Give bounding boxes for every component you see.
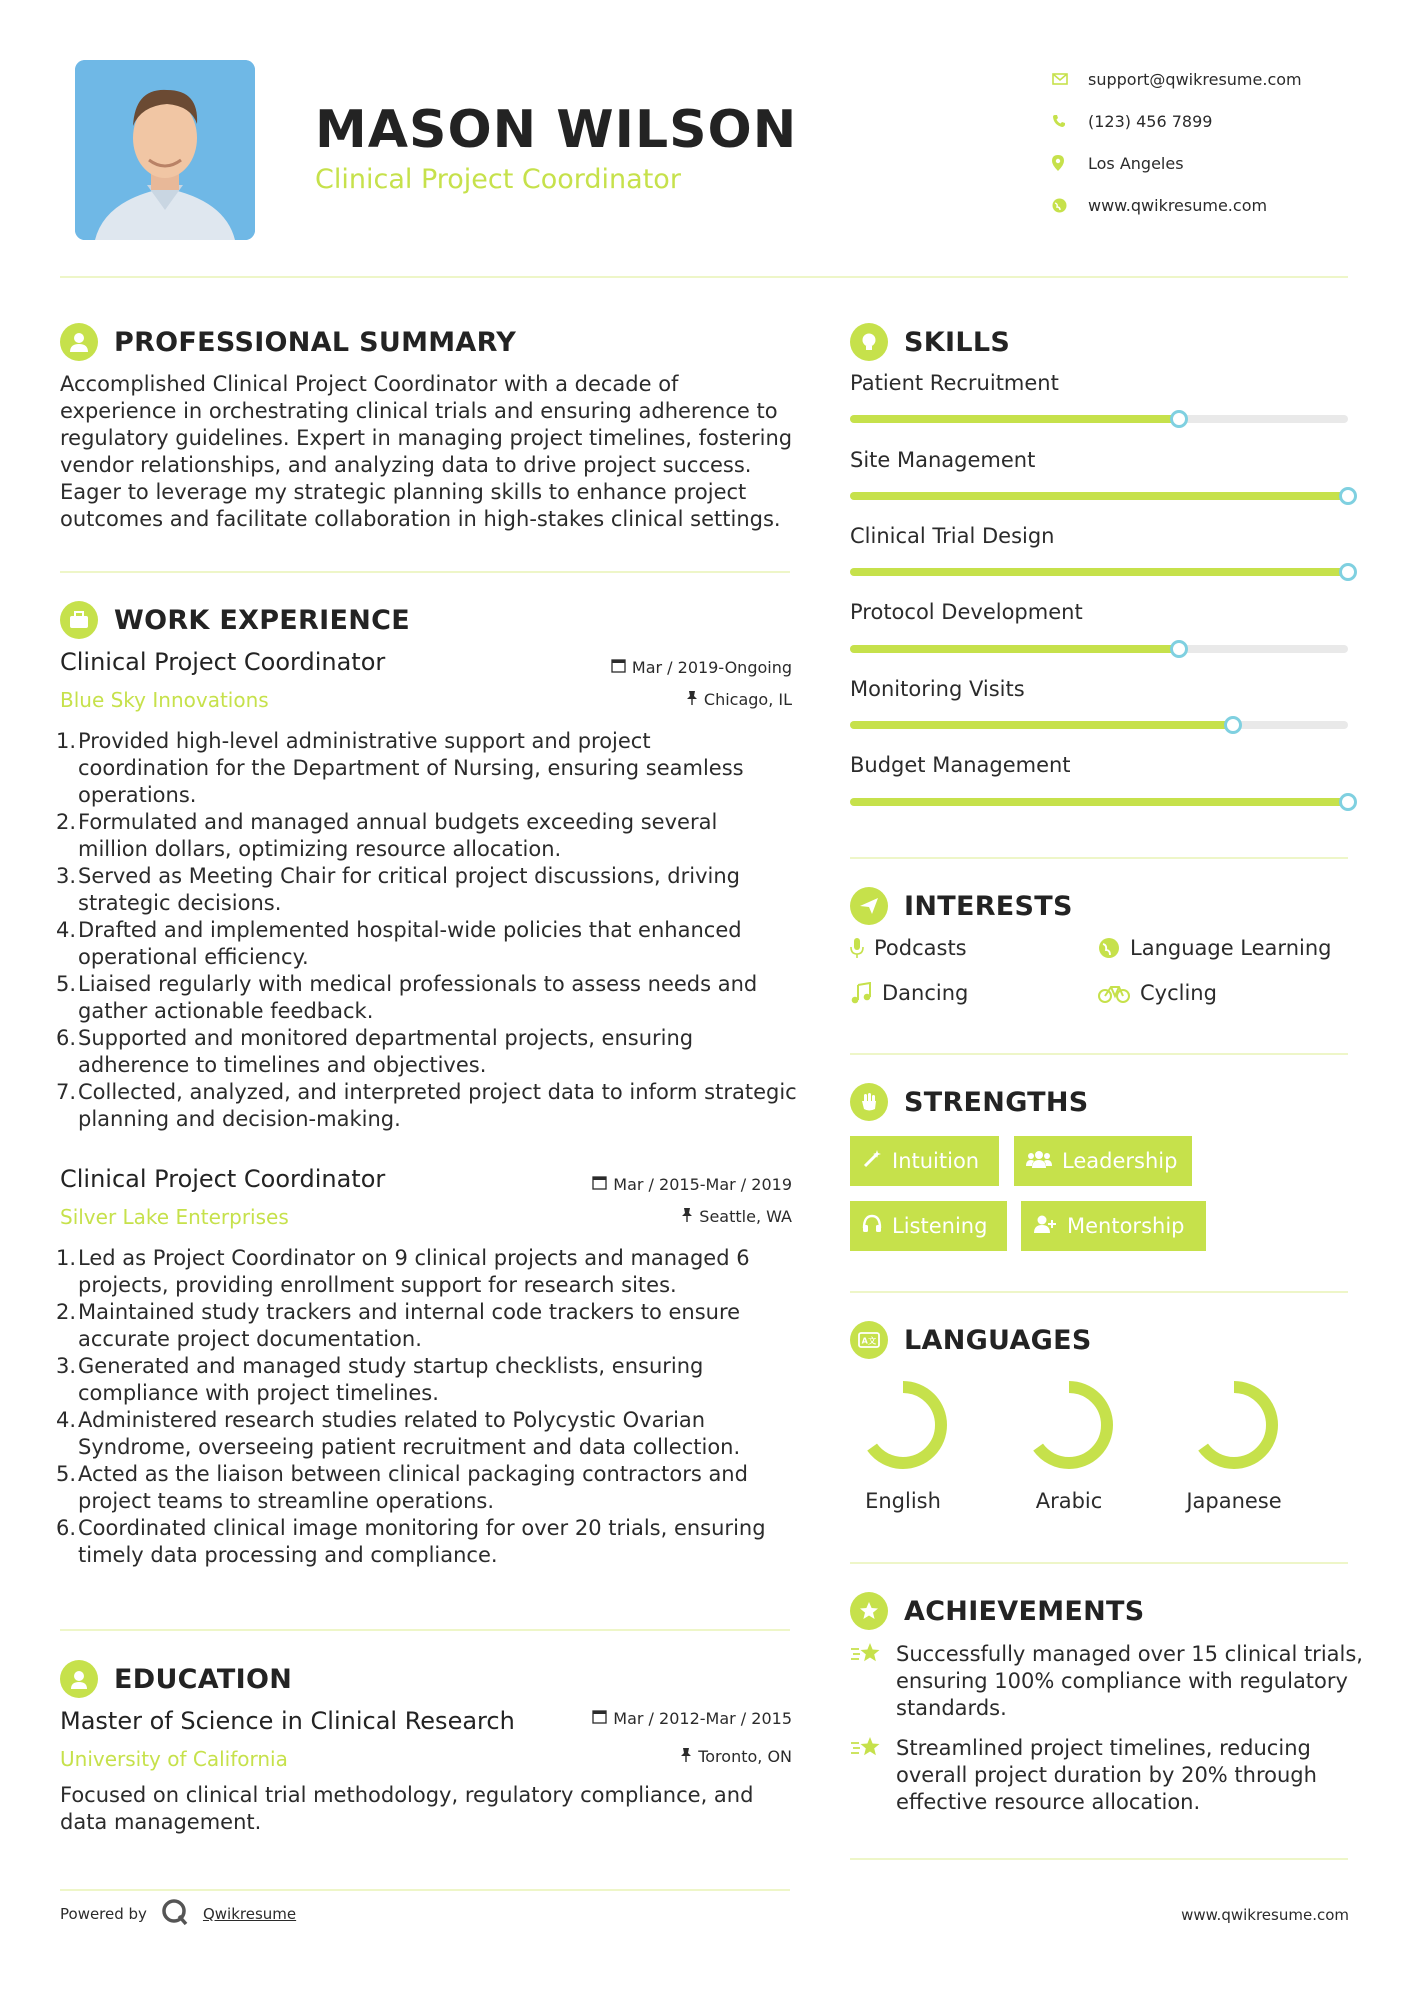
skill-knob[interactable] bbox=[1339, 793, 1357, 811]
interest-item: Dancing bbox=[850, 981, 968, 1005]
interest-item: Podcasts bbox=[850, 936, 967, 960]
magic-wand-icon bbox=[862, 1149, 882, 1174]
job-1-location: Chicago, IL bbox=[552, 690, 792, 709]
job-1-duties bbox=[56, 728, 810, 1133]
list-item: 5. Acted as the liaison between clinical packaging contractors and project teams to streamline operations. bbox=[56, 1462, 748, 1513]
skill-name: Patient Recruitment bbox=[850, 371, 1059, 395]
skill-name: Site Management bbox=[850, 448, 1036, 472]
pushpin-icon bbox=[686, 690, 698, 709]
language-item bbox=[1159, 1375, 1309, 1513]
skill-name: Monitoring Visits bbox=[850, 677, 1025, 701]
skill-bar bbox=[850, 415, 1348, 423]
star-icon bbox=[850, 1641, 884, 1672]
job-1-title: Clinical Project Coordinator bbox=[60, 648, 386, 676]
user-plus-icon bbox=[1033, 1214, 1057, 1239]
work-divider bbox=[60, 1629, 790, 1631]
star-icon bbox=[850, 1735, 884, 1766]
skill-knob[interactable] bbox=[1339, 487, 1357, 505]
list-item: 6. Coordinated clinical image monitoring for over 20 trials, ensuring timely data processing and compliance. bbox=[56, 1516, 766, 1567]
skills-heading: SKILLS bbox=[850, 323, 1010, 361]
summary-text: Accomplished Clinical Project Coordinator with a decade of experience in orchestrating clinical trials and ensuring adherence to regulatory guidelines. Expert in managing project timelines, fostering vendor relationships, and analyzing data to drive project success. Eager to leverage my strategic planning skills to enhance project outcomes and facilitate collaboration in high-stakes clinical settings. bbox=[60, 372, 793, 531]
job-2-title: Clinical Project Coordinator bbox=[60, 1165, 386, 1193]
qwikresume-logo-icon bbox=[161, 1898, 189, 1930]
strength-chip: Mentorship bbox=[1021, 1201, 1206, 1251]
strengths-heading: STRENGTHS bbox=[850, 1083, 1089, 1121]
lightbulb-icon bbox=[850, 323, 888, 361]
strength-chip: Leadership bbox=[1014, 1136, 1192, 1186]
candidate-name: MASON WILSON bbox=[315, 100, 798, 160]
language-ring bbox=[1019, 1375, 1119, 1475]
skill-fill bbox=[850, 415, 1179, 423]
achievements-divider bbox=[850, 1858, 1348, 1860]
svg-text:A文: A文 bbox=[861, 1336, 877, 1346]
language-ring bbox=[1184, 1375, 1284, 1475]
header-divider bbox=[60, 276, 1348, 278]
star-badge-icon bbox=[850, 1592, 888, 1630]
skill-name: Clinical Trial Design bbox=[850, 524, 1055, 548]
contact-phone[interactable]: (123) 456 7899 bbox=[1052, 100, 1352, 142]
skill-name: Budget Management bbox=[850, 753, 1071, 777]
calendar-icon bbox=[592, 1709, 607, 1728]
languages-divider bbox=[850, 1562, 1348, 1564]
envelope-icon bbox=[1052, 73, 1088, 85]
strength-chip: Intuition bbox=[850, 1136, 999, 1186]
achievements-heading: ACHIEVEMENTS bbox=[850, 1592, 1145, 1630]
strengths-divider bbox=[850, 1291, 1348, 1293]
globe-icon bbox=[1052, 198, 1088, 213]
calendar-icon bbox=[592, 1175, 607, 1194]
contact-block bbox=[1052, 58, 1352, 226]
list-item: 7. Collected, analyzed, and interpreted project data to inform strategic planning and decision-making. bbox=[56, 1080, 797, 1131]
job-2-date: Mar / 2015-Mar / 2019 bbox=[552, 1175, 792, 1194]
globe-icon bbox=[1098, 937, 1120, 959]
list-item: 2. Formulated and managed annual budgets exceeding several million dollars, optimizing resource allocation. bbox=[56, 810, 718, 861]
pushpin-icon bbox=[681, 1207, 693, 1226]
languages-heading: A文 LANGUAGES bbox=[850, 1321, 1092, 1359]
list-item: 2. Maintained study trackers and internal code trackers to ensure accurate project documentation. bbox=[56, 1300, 741, 1351]
strength-chip: Listening bbox=[850, 1201, 1007, 1251]
education-description: Focused on clinical trial methodology, regulatory compliance, and data management. bbox=[60, 1783, 754, 1834]
candidate-role: Clinical Project Coordinator bbox=[315, 164, 681, 195]
language-name: Arabic bbox=[1035, 1489, 1103, 1513]
skill-fill bbox=[850, 798, 1348, 806]
headphones-icon bbox=[862, 1214, 882, 1239]
job-2-duties bbox=[56, 1245, 810, 1569]
skill-fill bbox=[850, 721, 1233, 729]
interests-heading: INTERESTS bbox=[850, 887, 1073, 925]
microphone-icon bbox=[850, 937, 864, 959]
education-location: Toronto, ON bbox=[552, 1747, 792, 1766]
list-item: 6. Supported and monitored departmental projects, ensuring adherence to timelines and objectives. bbox=[56, 1026, 694, 1077]
language-name: English bbox=[865, 1489, 941, 1513]
interest-item: Cycling bbox=[1098, 981, 1217, 1005]
achievement-item: Streamlined project timelines, reducing overall project duration by 20% through effective resource allocation. bbox=[896, 1735, 1366, 1816]
job-1-date: Mar / 2019-Ongoing bbox=[552, 658, 792, 677]
work-heading: WORK EXPERIENCE bbox=[60, 601, 410, 639]
list-item: 4. Drafted and implemented hospital-wide policies that enhanced operational efficiency. bbox=[56, 918, 742, 969]
footer-powered-by: Powered by Qwikresume bbox=[60, 1898, 296, 1930]
hand-icon bbox=[850, 1083, 888, 1121]
skill-knob[interactable] bbox=[1224, 716, 1242, 734]
contact-location: Los Angeles bbox=[1052, 142, 1352, 184]
skill-knob[interactable] bbox=[1339, 563, 1357, 581]
summary-divider bbox=[60, 571, 790, 573]
job-2-location: Seattle, WA bbox=[552, 1207, 792, 1226]
list-item: 1. Provided high-level administrative support and project coordination for the Department of Nursing, ensuring seamless operations. bbox=[56, 729, 744, 807]
language-ring bbox=[853, 1375, 953, 1475]
summary-heading: PROFESSIONAL SUMMARY bbox=[60, 323, 516, 361]
language-item bbox=[828, 1375, 978, 1513]
skill-bar bbox=[850, 798, 1348, 806]
music-note-icon bbox=[850, 982, 872, 1004]
footer-brand-link[interactable]: Qwikresume bbox=[202, 1905, 297, 1923]
skill-bar bbox=[850, 492, 1348, 500]
list-item: 5. Liaised regularly with medical professionals to assess needs and gather actionable feedback. bbox=[56, 972, 758, 1023]
education-degree: Master of Science in Clinical Research bbox=[60, 1707, 515, 1735]
list-item: 4. Administered research studies related to Polycystic Ovarian Syndrome, overseeing patient recruitment and data collection. bbox=[56, 1408, 741, 1459]
list-item: 3. Generated and managed study startup checklists, ensuring compliance with project timelines. bbox=[56, 1354, 704, 1405]
job-2-company: Silver Lake Enterprises bbox=[60, 1205, 289, 1229]
interest-item: Language Learning bbox=[1098, 936, 1331, 960]
skill-fill bbox=[850, 492, 1348, 500]
graduation-icon bbox=[60, 1660, 98, 1698]
pushpin-icon bbox=[680, 1747, 692, 1766]
contact-email[interactable]: support@qwikresume.com bbox=[1052, 58, 1352, 100]
paper-plane-icon bbox=[850, 887, 888, 925]
skills-divider bbox=[850, 857, 1348, 859]
briefcase-icon bbox=[60, 601, 98, 639]
skill-bar bbox=[850, 568, 1348, 576]
group-icon bbox=[1026, 1149, 1052, 1174]
skill-bar bbox=[850, 645, 1348, 653]
interests-divider bbox=[850, 1053, 1348, 1055]
skill-bar bbox=[850, 721, 1348, 729]
skill-fill bbox=[850, 568, 1348, 576]
language-item bbox=[994, 1375, 1144, 1513]
skill-name: Protocol Development bbox=[850, 600, 1083, 624]
contact-website[interactable]: www.qwikresume.com bbox=[1052, 184, 1352, 226]
language-name: Japanese bbox=[1186, 1489, 1282, 1513]
list-item: 1. Led as Project Coordinator on 9 clinical projects and managed 6 projects, providing enrollment support for research sites. bbox=[56, 1246, 750, 1297]
education-school: University of California bbox=[60, 1747, 288, 1771]
profile-photo bbox=[75, 60, 255, 240]
language-icon bbox=[850, 1321, 888, 1359]
list-item: 3. Served as Meeting Chair for critical project discussions, driving strategic decisions. bbox=[56, 864, 740, 915]
achievement-item: Successfully managed over 15 clinical trials, ensuring 100% compliance with regulatory standards. bbox=[896, 1641, 1366, 1722]
education-date: Mar / 2012-Mar / 2015 bbox=[552, 1709, 792, 1728]
bicycle-icon bbox=[1098, 983, 1130, 1003]
calendar-icon bbox=[611, 658, 626, 677]
job-1-company: Blue Sky Innovations bbox=[60, 688, 269, 712]
education-heading: EDUCATION bbox=[60, 1660, 292, 1698]
skill-knob[interactable] bbox=[1170, 640, 1188, 658]
footer-site-link[interactable]: www.qwikresume.com bbox=[1181, 1906, 1349, 1924]
education-divider bbox=[60, 1889, 790, 1891]
map-pin-icon bbox=[1052, 155, 1088, 171]
phone-icon bbox=[1052, 114, 1088, 128]
skill-knob[interactable] bbox=[1170, 410, 1188, 428]
skill-fill bbox=[850, 645, 1179, 653]
user-icon bbox=[60, 323, 98, 361]
